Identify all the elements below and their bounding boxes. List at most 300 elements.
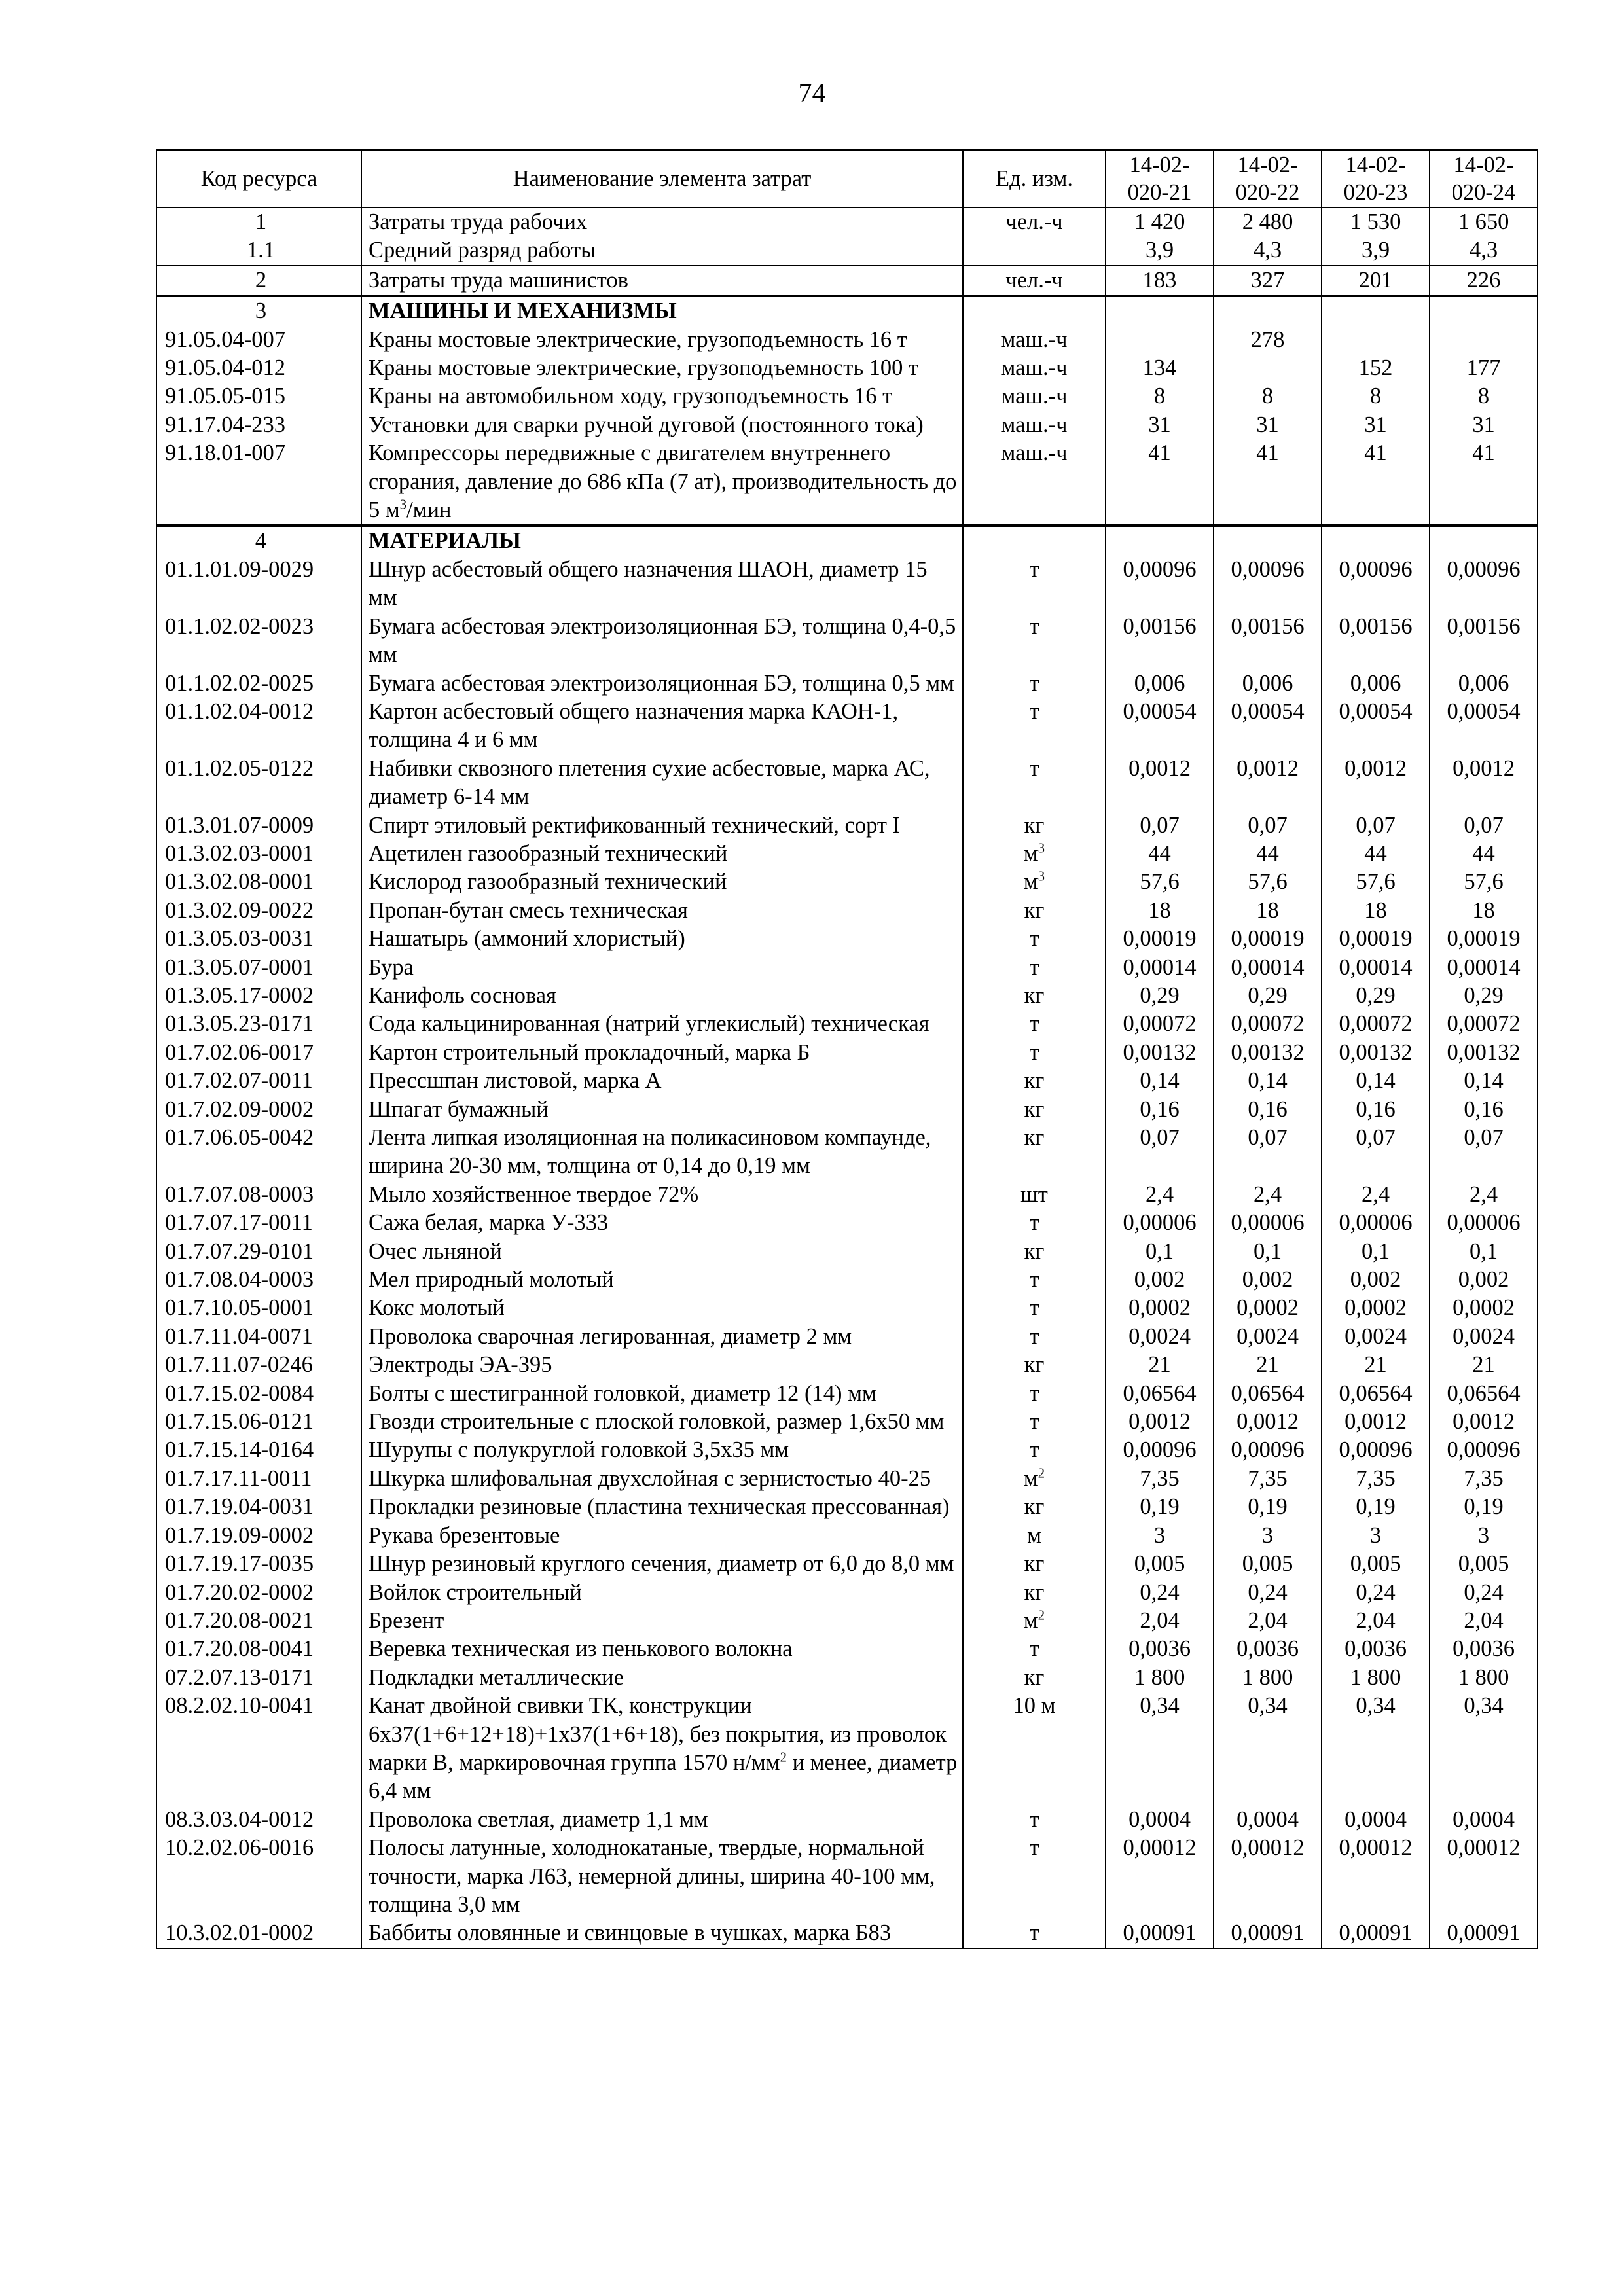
value-col-2: 2,04 xyxy=(1214,1607,1322,1635)
unit xyxy=(963,1124,1106,1181)
name-text: Картон асбестовый общего назначения марка КАОН-1, толщина 4 и 6 мм xyxy=(369,698,899,753)
resource-code: 01.7.19.17-0035 xyxy=(156,1550,361,1578)
value-col-2: 8 xyxy=(1214,382,1322,410)
value-col-2 xyxy=(1214,296,1322,325)
value-col-2: 0,19 xyxy=(1214,1493,1322,1521)
value-col-1: 0,00096 xyxy=(1106,1436,1214,1464)
unit-text: т xyxy=(1029,755,1039,781)
table-row xyxy=(156,439,1538,526)
unit-text: 10 м xyxy=(1013,1693,1056,1719)
name-text: Мел природный молотый xyxy=(369,1267,614,1293)
value-col-4: 0,002 xyxy=(1430,1266,1538,1294)
value-col-4: 1 650 xyxy=(1430,207,1538,236)
value-col-2: 0,0024 xyxy=(1214,1323,1322,1351)
header-name: Наименование элемента затрат xyxy=(361,150,963,207)
value-col-3: 0,00091 xyxy=(1322,1919,1430,1948)
cost-element-name xyxy=(361,1408,963,1436)
value-col-1: 1 420 xyxy=(1106,207,1214,236)
resource-code: 91.05.04-012 xyxy=(156,354,361,382)
resource-table xyxy=(156,149,1538,1949)
name-text: Бумага асбестовая электроизоляционная БЭ, толщина 0,4-0,5 мм xyxy=(369,613,956,668)
unit xyxy=(963,1635,1106,1663)
value-col-4: 57,6 xyxy=(1430,868,1538,896)
value-col-2: 2 480 xyxy=(1214,207,1322,236)
unit xyxy=(963,897,1106,925)
table-row xyxy=(156,1323,1538,1351)
unit xyxy=(963,1323,1106,1351)
unit xyxy=(963,526,1106,555)
value-col-1: 0,0004 xyxy=(1106,1806,1214,1834)
table-row xyxy=(156,1294,1538,1322)
resource-code: 01.7.19.09-0002 xyxy=(156,1522,361,1550)
cost-element-name xyxy=(361,1806,963,1834)
unit-text: кг xyxy=(1024,1352,1045,1378)
value-col-4: 0,07 xyxy=(1430,1124,1538,1181)
header-code: Код ресурса xyxy=(156,150,361,207)
resource-code: 1.1 xyxy=(156,236,361,265)
resource-code: 01.7.07.29-0101 xyxy=(156,1238,361,1266)
value-col-4: 1 800 xyxy=(1430,1664,1538,1692)
cost-element-name xyxy=(361,812,963,840)
resource-code: 01.7.15.06-0121 xyxy=(156,1408,361,1436)
value-col-2: 0,00132 xyxy=(1214,1039,1322,1067)
value-col-3: 0,34 xyxy=(1322,1692,1430,1806)
table-row xyxy=(156,868,1538,896)
value-col-4: 0,0004 xyxy=(1430,1806,1538,1834)
unit-text: т xyxy=(1029,613,1039,639)
unit xyxy=(963,1067,1106,1095)
resource-code: 01.3.02.09-0022 xyxy=(156,897,361,925)
name-text: Компрессоры передвижные с двигателем внутреннего сгорания, давление до 686 кПа (7 ат), производительность до 5 м xyxy=(369,440,957,523)
table-row xyxy=(156,812,1538,840)
value-col-2: 0,07 xyxy=(1214,1124,1322,1181)
unit xyxy=(963,868,1106,896)
table-row xyxy=(156,1834,1538,1919)
resource-code: 91.17.04-233 xyxy=(156,411,361,439)
value-col-3: 0,29 xyxy=(1322,982,1430,1010)
value-col-4 xyxy=(1430,526,1538,555)
unit xyxy=(963,1806,1106,1834)
name-text: Установки для сварки ручной дуговой (постоянного тока) xyxy=(369,412,924,437)
value-col-2: 21 xyxy=(1214,1351,1322,1379)
value-col-2: 0,00156 xyxy=(1214,613,1322,670)
name-text: Электроды ЭА-395 xyxy=(369,1352,552,1378)
unit-text: т xyxy=(1029,1920,1039,1946)
value-col-4: 0,00072 xyxy=(1430,1010,1538,1038)
resource-code: 91.05.04-007 xyxy=(156,326,361,354)
value-col-3: 0,14 xyxy=(1322,1067,1430,1095)
value-col-1: 0,00072 xyxy=(1106,1010,1214,1038)
value-col-4: 2,04 xyxy=(1430,1607,1538,1635)
value-col-1: 3 xyxy=(1106,1522,1214,1550)
unit-text: маш.-ч xyxy=(1001,384,1068,409)
value-col-1: 0,16 xyxy=(1106,1096,1214,1124)
unit-superscript: 2 xyxy=(1038,1466,1045,1481)
value-col-2: 41 xyxy=(1214,439,1322,526)
name-text: Ацетилен газообразный технический xyxy=(369,840,728,866)
table-row xyxy=(156,954,1538,982)
value-col-4: 0,14 xyxy=(1430,1067,1538,1095)
value-col-1 xyxy=(1106,296,1214,325)
cost-element-name xyxy=(361,1493,963,1521)
name-text: Мыло хозяйственное твердое 72% xyxy=(369,1181,699,1207)
table-row xyxy=(156,1209,1538,1237)
table-row xyxy=(156,1579,1538,1607)
value-col-2: 0,14 xyxy=(1214,1067,1322,1095)
value-col-3: 8 xyxy=(1322,382,1430,410)
value-col-1 xyxy=(1106,326,1214,354)
unit xyxy=(963,1664,1106,1692)
unit-text: маш.-ч xyxy=(1001,327,1068,352)
cost-element-name xyxy=(361,1096,963,1124)
value-col-3: 0,06564 xyxy=(1322,1380,1430,1408)
value-col-3: 0,0024 xyxy=(1322,1323,1430,1351)
value-col-3: 57,6 xyxy=(1322,868,1430,896)
table-row xyxy=(156,925,1538,953)
value-col-4: 0,00019 xyxy=(1430,925,1538,953)
value-col-1: 0,24 xyxy=(1106,1579,1214,1607)
resource-code: 08.3.03.04-0012 xyxy=(156,1806,361,1834)
value-col-4 xyxy=(1430,326,1538,354)
name-text: Шнур резиновый круглого сечения, диаметр от 6,0 до 8,0 мм xyxy=(369,1551,954,1577)
value-col-4: 0,34 xyxy=(1430,1692,1538,1806)
cost-element-name xyxy=(361,897,963,925)
value-col-3: 0,07 xyxy=(1322,812,1430,840)
name-text: Сажа белая, марка У-333 xyxy=(369,1210,609,1236)
resource-code: 2 xyxy=(156,266,361,296)
value-col-4: 0,005 xyxy=(1430,1550,1538,1578)
value-col-1: 0,34 xyxy=(1106,1692,1214,1806)
value-col-4: 18 xyxy=(1430,897,1538,925)
value-col-4: 226 xyxy=(1430,266,1538,296)
cost-element-name xyxy=(361,382,963,410)
value-col-1: 8 xyxy=(1106,382,1214,410)
unit-text: кг xyxy=(1024,1238,1045,1264)
value-col-1: 0,0036 xyxy=(1106,1635,1214,1663)
unit-text: кг xyxy=(1024,1068,1045,1094)
table-header-row xyxy=(156,150,1538,207)
value-col-3: 0,002 xyxy=(1322,1266,1430,1294)
table-row xyxy=(156,236,1538,265)
name-text: Шпагат бумажный xyxy=(369,1096,549,1122)
value-col-3 xyxy=(1322,326,1430,354)
name-tail: /мин xyxy=(406,497,452,523)
unit-superscript: 3 xyxy=(1038,841,1045,856)
cost-element-name xyxy=(361,1436,963,1464)
value-col-3: 41 xyxy=(1322,439,1430,526)
unit-text: м xyxy=(1023,1607,1038,1633)
value-col-1: 0,1 xyxy=(1106,1238,1214,1266)
unit xyxy=(963,1351,1106,1379)
cost-element-name xyxy=(361,698,963,755)
value-col-1: 0,14 xyxy=(1106,1067,1214,1095)
table-row xyxy=(156,1266,1538,1294)
unit xyxy=(963,1579,1106,1607)
unit xyxy=(963,1181,1106,1209)
name-text: Нашатырь (аммоний хлористый) xyxy=(369,926,685,952)
table-row xyxy=(156,207,1538,236)
resource-code: 01.7.02.07-0011 xyxy=(156,1067,361,1095)
table-row xyxy=(156,1124,1538,1181)
unit xyxy=(963,1010,1106,1038)
value-col-4: 0,0036 xyxy=(1430,1635,1538,1663)
value-col-3: 1 800 xyxy=(1322,1664,1430,1692)
value-col-3: 0,19 xyxy=(1322,1493,1430,1521)
name-text: Кокс молотый xyxy=(369,1295,505,1321)
value-col-3: 0,006 xyxy=(1322,670,1430,698)
value-col-4: 0,00014 xyxy=(1430,954,1538,982)
value-col-4: 0,0002 xyxy=(1430,1294,1538,1322)
value-col-4: 0,00012 xyxy=(1430,1834,1538,1919)
table-row xyxy=(156,1692,1538,1806)
value-col-2: 0,002 xyxy=(1214,1266,1322,1294)
unit xyxy=(963,236,1106,265)
resource-code: 01.3.05.23-0171 xyxy=(156,1010,361,1038)
value-col-4: 44 xyxy=(1430,840,1538,868)
cost-element-name xyxy=(361,1124,963,1181)
table-body xyxy=(156,207,1538,1948)
value-col-1: 183 xyxy=(1106,266,1214,296)
cost-element-name xyxy=(361,1919,963,1948)
value-col-1: 0,00156 xyxy=(1106,613,1214,670)
value-col-1: 0,0012 xyxy=(1106,1408,1214,1436)
value-col-1: 0,00014 xyxy=(1106,954,1214,982)
cost-element-name xyxy=(361,556,963,613)
value-col-2: 0,16 xyxy=(1214,1096,1322,1124)
value-col-2: 0,0002 xyxy=(1214,1294,1322,1322)
unit-text: чел.-ч xyxy=(1005,209,1063,234)
value-col-4: 0,0012 xyxy=(1430,755,1538,812)
table-row xyxy=(156,1465,1538,1493)
name-text: Прессшпан листовой, марка А xyxy=(369,1068,662,1094)
unit xyxy=(963,1266,1106,1294)
table-row xyxy=(156,1493,1538,1521)
value-col-3: 18 xyxy=(1322,897,1430,925)
value-col-3: 0,1 xyxy=(1322,1238,1430,1266)
unit xyxy=(963,1436,1106,1464)
name-text: Сода кальцинированная (натрий углекислый) техническая xyxy=(369,1011,929,1037)
value-col-2: 3 xyxy=(1214,1522,1322,1550)
value-col-1: 0,00054 xyxy=(1106,698,1214,755)
resource-code: 91.18.01-007 xyxy=(156,439,361,526)
resource-code: 01.7.15.02-0084 xyxy=(156,1380,361,1408)
unit-text: м xyxy=(1023,1465,1038,1491)
table-row xyxy=(156,1039,1538,1067)
cost-element-name xyxy=(361,1579,963,1607)
unit xyxy=(963,1238,1106,1266)
table-row xyxy=(156,1067,1538,1095)
value-col-2: 0,24 xyxy=(1214,1579,1322,1607)
cost-element-name xyxy=(361,1664,963,1692)
value-col-4: 0,0012 xyxy=(1430,1408,1538,1436)
value-col-3: 7,35 xyxy=(1322,1465,1430,1493)
cost-element-name xyxy=(361,1323,963,1351)
table-row xyxy=(156,1351,1538,1379)
unit-superscript: 2 xyxy=(1038,1608,1045,1623)
resource-code: 01.1.02.02-0025 xyxy=(156,670,361,698)
value-col-4: 177 xyxy=(1430,354,1538,382)
value-col-3: 21 xyxy=(1322,1351,1430,1379)
table-row xyxy=(156,296,1538,325)
unit-text: кг xyxy=(1024,1096,1045,1122)
header-col-4: 14-02-020-24 xyxy=(1430,150,1538,207)
value-col-2: 0,0004 xyxy=(1214,1806,1322,1834)
value-col-4: 0,00096 xyxy=(1430,1436,1538,1464)
unit-text: т xyxy=(1029,698,1039,724)
resource-code: 01.7.11.04-0071 xyxy=(156,1323,361,1351)
name-text: Набивки сквозного плетения сухие асбестовые, марка АС, диаметр 6-14 мм xyxy=(369,755,930,810)
table-row xyxy=(156,1806,1538,1834)
name-text: Веревка техническая из пенькового волокна xyxy=(369,1636,793,1662)
table-row xyxy=(156,1181,1538,1209)
value-col-4: 0,07 xyxy=(1430,812,1538,840)
value-col-3: 0,0012 xyxy=(1322,1408,1430,1436)
value-col-2: 0,00012 xyxy=(1214,1834,1322,1919)
cost-element-name xyxy=(361,1834,963,1919)
unit-text: т xyxy=(1029,1210,1039,1236)
unit xyxy=(963,954,1106,982)
name-text: Затраты труда рабочих xyxy=(369,209,588,234)
value-col-2: 0,006 xyxy=(1214,670,1322,698)
resource-code: 01.3.05.17-0002 xyxy=(156,982,361,1010)
name-tail: и менее, диаметр 6,4 мм xyxy=(369,1749,958,1804)
value-col-2: 0,00096 xyxy=(1214,1436,1322,1464)
value-col-2: 0,0012 xyxy=(1214,755,1322,812)
unit-text: м xyxy=(1023,840,1038,866)
unit-text: т xyxy=(1029,1835,1039,1861)
name-text: Спирт этиловый ректификованный технический, сорт I xyxy=(369,812,901,838)
cost-element-name xyxy=(361,954,963,982)
value-col-3: 0,00156 xyxy=(1322,613,1430,670)
header-col-1: 14-02-020-21 xyxy=(1106,150,1214,207)
unit xyxy=(963,556,1106,613)
name-text: МАТЕРИАЛЫ xyxy=(369,528,521,554)
cost-element-name xyxy=(361,1522,963,1550)
value-col-4: 0,00006 xyxy=(1430,1209,1538,1237)
resource-code: 4 xyxy=(156,526,361,555)
value-col-4: 3 xyxy=(1430,1522,1538,1550)
value-col-2: 44 xyxy=(1214,840,1322,868)
resource-code: 01.7.20.08-0021 xyxy=(156,1607,361,1635)
table-row xyxy=(156,1010,1538,1038)
value-col-1: 134 xyxy=(1106,354,1214,382)
value-col-1: 0,002 xyxy=(1106,1266,1214,1294)
cost-element-name xyxy=(361,982,963,1010)
value-col-1: 3,9 xyxy=(1106,236,1214,265)
unit-text: т xyxy=(1029,670,1039,696)
unit-text: маш.-ч xyxy=(1001,412,1068,437)
cost-element-name xyxy=(361,411,963,439)
unit xyxy=(963,1493,1106,1521)
value-col-3: 1 530 xyxy=(1322,207,1430,236)
unit-text: т xyxy=(1029,1806,1039,1832)
resource-code: 10.2.02.06-0016 xyxy=(156,1834,361,1919)
unit xyxy=(963,326,1106,354)
unit-text: кг xyxy=(1024,1494,1045,1520)
unit xyxy=(963,1550,1106,1578)
table-row xyxy=(156,1436,1538,1464)
value-col-4: 0,00132 xyxy=(1430,1039,1538,1067)
value-col-1: 2,4 xyxy=(1106,1181,1214,1209)
value-col-4: 21 xyxy=(1430,1351,1538,1379)
value-col-2: 0,29 xyxy=(1214,982,1322,1010)
value-col-1: 0,00132 xyxy=(1106,1039,1214,1067)
unit xyxy=(963,296,1106,325)
value-col-3: 0,00132 xyxy=(1322,1039,1430,1067)
resource-code: 01.7.06.05-0042 xyxy=(156,1124,361,1181)
resource-code: 01.7.07.17-0011 xyxy=(156,1209,361,1237)
value-col-4: 31 xyxy=(1430,411,1538,439)
value-col-4: 8 xyxy=(1430,382,1538,410)
table-row xyxy=(156,1522,1538,1550)
value-col-1: 0,00096 xyxy=(1106,556,1214,613)
table-row xyxy=(156,1635,1538,1663)
name-text: Очес льняной xyxy=(369,1238,502,1264)
unit xyxy=(963,411,1106,439)
value-col-1: 0,07 xyxy=(1106,812,1214,840)
unit-text: маш.-ч xyxy=(1001,355,1068,381)
value-col-1 xyxy=(1106,526,1214,555)
value-col-3: 0,0036 xyxy=(1322,1635,1430,1663)
table-row xyxy=(156,1607,1538,1635)
value-col-1: 0,0024 xyxy=(1106,1323,1214,1351)
table-row xyxy=(156,382,1538,410)
unit-text: т xyxy=(1029,1323,1039,1349)
unit-text: т xyxy=(1029,954,1039,980)
cost-element-name xyxy=(361,1010,963,1038)
resource-code: 01.7.19.04-0031 xyxy=(156,1493,361,1521)
resource-code: 08.2.02.10-0041 xyxy=(156,1692,361,1806)
value-col-1: 0,06564 xyxy=(1106,1380,1214,1408)
value-col-4: 0,1 xyxy=(1430,1238,1538,1266)
unit-text: т xyxy=(1029,1011,1039,1037)
unit-superscript: 3 xyxy=(1038,869,1045,884)
unit-text: кг xyxy=(1024,1551,1045,1577)
value-col-3 xyxy=(1322,526,1430,555)
value-col-2: 0,0012 xyxy=(1214,1408,1322,1436)
value-col-1: 0,00091 xyxy=(1106,1919,1214,1948)
value-col-3: 0,005 xyxy=(1322,1550,1430,1578)
value-col-2: 0,34 xyxy=(1214,1692,1322,1806)
value-col-3: 0,00006 xyxy=(1322,1209,1430,1237)
name-text: Канифоль сосновая xyxy=(369,982,556,1008)
cost-element-name xyxy=(361,1294,963,1322)
name-text: Средний разряд работы xyxy=(369,238,596,263)
cost-element-name xyxy=(361,840,963,868)
resource-code: 01.7.07.08-0003 xyxy=(156,1181,361,1209)
cost-element-name xyxy=(361,354,963,382)
cost-element-name xyxy=(361,526,963,555)
resource-code: 01.7.20.08-0041 xyxy=(156,1635,361,1663)
cost-element-name xyxy=(361,1380,963,1408)
value-col-3: 152 xyxy=(1322,354,1430,382)
unit-text: кг xyxy=(1024,1664,1045,1690)
value-col-4: 0,29 xyxy=(1430,982,1538,1010)
value-col-3: 0,00054 xyxy=(1322,698,1430,755)
cost-element-name xyxy=(361,1692,963,1806)
name-text: Проволока светлая, диаметр 1,1 мм xyxy=(369,1806,708,1832)
value-col-1: 57,6 xyxy=(1106,868,1214,896)
header-col-3: 14-02-020-23 xyxy=(1322,150,1430,207)
value-col-1: 0,0002 xyxy=(1106,1294,1214,1322)
table-row xyxy=(156,698,1538,755)
value-col-1: 7,35 xyxy=(1106,1465,1214,1493)
cost-element-name xyxy=(361,613,963,670)
value-col-2 xyxy=(1214,526,1322,555)
value-col-3: 0,24 xyxy=(1322,1579,1430,1607)
unit-text: т xyxy=(1029,556,1039,582)
name-text: Кислород газообразный технический xyxy=(369,869,727,895)
